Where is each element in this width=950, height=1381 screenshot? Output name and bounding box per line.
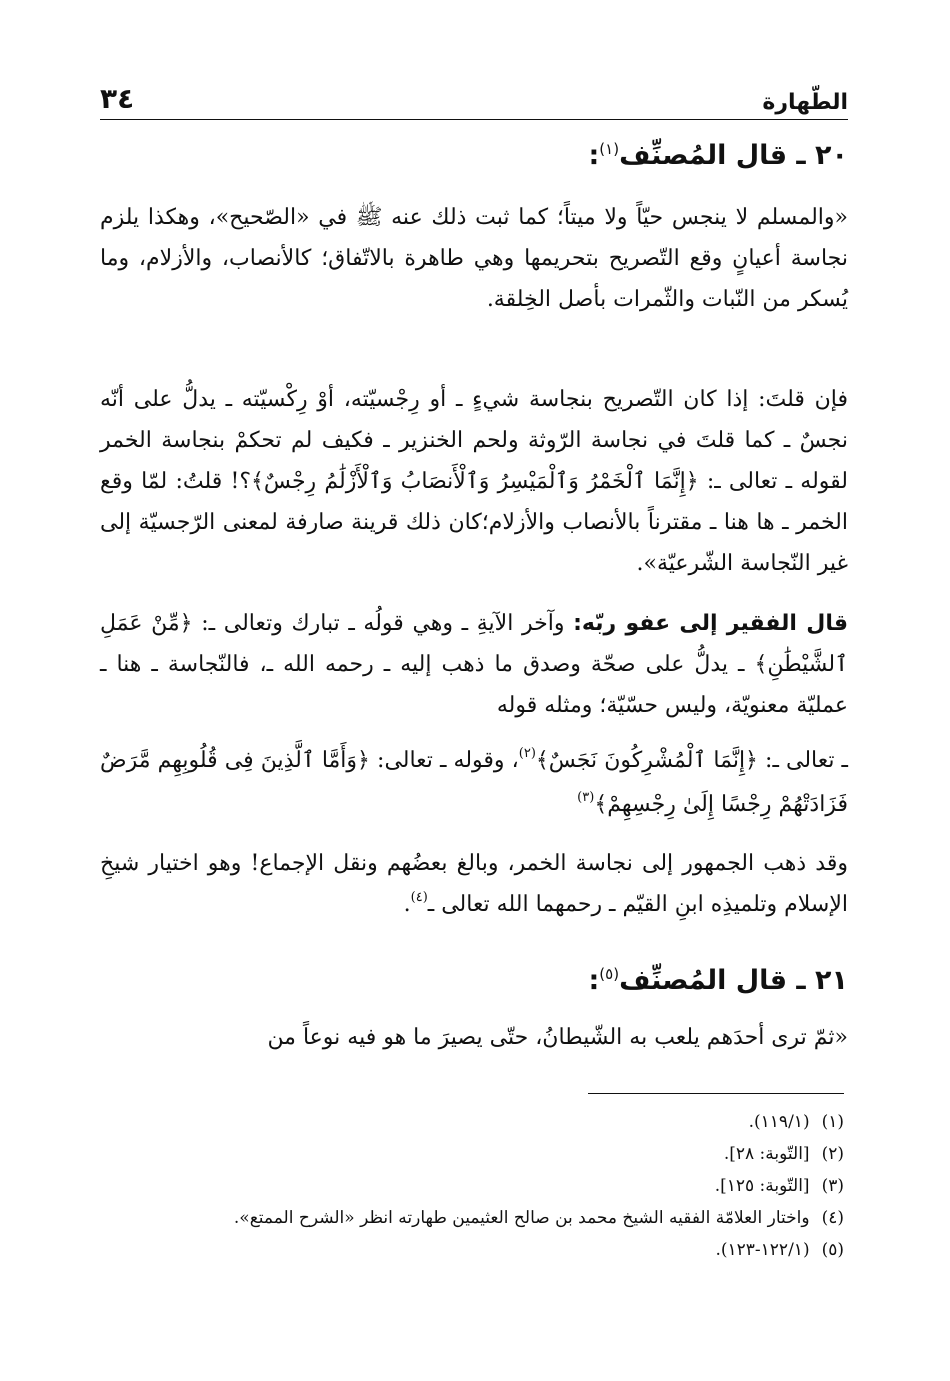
majority-view-text: وقد ذهب الجمهور إلى نجاسة الخمر، وبالغ بعضُهم ونقل الإجماع! وهو اختيار شيخِ الإسلام وتلميذِه ابنِ القيّم ـ رحمهما الله تعالى ـ — [100, 851, 848, 917]
section-20-heading-text: ٢٠ ـ قال المُصنِّف — [619, 140, 848, 171]
quran-verse-mushrikun: ﴿إِنَّمَا ٱلْمُشْرِكُونَ نَجَسٌ﴾ — [535, 748, 758, 773]
footnote-ref-4[interactable]: (٤) — [410, 890, 428, 905]
footnote-item — [102, 1106, 844, 1138]
footnote-number: (٤) — [821, 1208, 844, 1228]
footnote-item — [102, 1234, 844, 1266]
footnote-ref-1[interactable]: (١) — [599, 140, 620, 158]
page-number: ٣٤ — [100, 82, 135, 115]
verses-intro: ـ تعالى ـ: — [757, 748, 849, 773]
footnote-text: (١١٩/١). — [748, 1112, 810, 1132]
footnote-number: (٣) — [821, 1176, 844, 1196]
paragraph-verses — [100, 740, 848, 828]
footnote-item — [102, 1138, 844, 1170]
section-20-quote: «والمسلم لا ينجس حيّاً ولا ميتاً؛ كما ثبت ذلك عنه ﷺ في «الصّحيح»، وهكذا يلزم نجاسة أعيانٍ وقع التّصريح بتحريمها وهي طاهرة بالاتّفاق؛ كالأنصاب، والأزلام، وما يُسكر من النّبات والثّمرات بأصل الخِلقة. — [100, 205, 848, 312]
paragraph-objection — [100, 379, 848, 584]
running-title: الطّهارة — [762, 90, 848, 115]
footnote-ref-5[interactable]: (٥) — [599, 965, 620, 983]
commentator-label: قال الفقير إلى عفو ربّه: — [573, 611, 849, 636]
commentary-continued: ـ يدلُّ على صحّة وصدق ما ذهب إليه ـ رحمه الله ـ، فالنّجاسة ـ هنا ـ عمليّة معنويّة، وليس حسّيّة؛ ومثله قوله — [100, 652, 848, 718]
section-21-heading — [588, 965, 848, 996]
footnotes-list — [102, 1106, 844, 1266]
footnote-text: [التّوبة: ١٢٥]. — [714, 1176, 810, 1196]
paragraph-majority-view — [100, 843, 848, 928]
section-20-colon: : — [588, 140, 600, 171]
footnote-item — [102, 1170, 844, 1202]
verses-connector: ، وقوله ـ تعالى: — [369, 748, 519, 773]
section-21-colon: : — [588, 965, 600, 996]
majority-view-end: . — [403, 892, 411, 917]
objection-answer: ؟! قلتُ: لمّا وقع الخمر ـ ها هنا ـ مقترناً بالأنصاب والأزلام؛كان ذلك قرينة صارفة لمعنى الرّجسيّة إلى غير النّجاسة الشّرعيّة». — [100, 469, 848, 576]
footnote-ref-2[interactable]: (٢) — [518, 746, 536, 761]
section-21-heading-text: ٢١ ـ قال المُصنِّف — [619, 965, 848, 996]
quran-verse-al-maidah: ﴿إِنَّمَا ٱلْخَمْرُ وَٱلْمَيْسِرُ وَٱلْأَنصَابُ وَٱلْأَزْلَٰمُ رِجْسٌ﴾ — [251, 469, 699, 494]
commentary-text: وآخر الآيةِ ـ وهي قولُه ـ تبارك وتعالى ـ: — [201, 611, 574, 636]
footnote-divider — [588, 1093, 844, 1094]
footnote-text: واختار العلامّة الفقيه الشيخ محمد بن صالح العثيمين طهارته انظر «الشرح الممتع». — [233, 1208, 810, 1228]
footnote-text: (١٢٢/١-١٢٣). — [715, 1240, 810, 1260]
footnote-item — [102, 1202, 844, 1234]
paragraph-commentary — [100, 603, 848, 726]
footnote-number: (٥) — [821, 1240, 844, 1260]
objection-text: فإن قلتَ: إذا كان التّصريح بنجاسة شيءٍ ـ أو رِجْسيّته، أوْ رِكْسيّته ـ يدلُّ على أنّه نجسٌ ـ كما قلتَ في نجاسة الرّوثة ولحم الخنزير ـ فكيف لم تحكمْ بنجاسة الخمر لقوله ـ تعالى ـ: — [100, 387, 848, 494]
section-21-quote: «ثمّ ترى أحدَهم يلعب به الشّيطانُ، حتّى يصيرَ ما هو فيه نوعاً من — [267, 1025, 848, 1050]
page-header — [100, 78, 848, 120]
footnote-number: (١) — [821, 1112, 844, 1132]
footnote-ref-3[interactable]: (٣) — [577, 790, 595, 805]
footnote-text: [التّوبة: ٢٨]. — [723, 1144, 810, 1164]
footnote-number: (٢) — [821, 1144, 844, 1164]
quran-verse-shaytan: ﴿مِّنْ عَمَلِ ٱلشَّيْطَٰنِ﴾ — [100, 611, 848, 677]
section-20-heading — [588, 140, 848, 171]
quran-verse-rijs: ﴿وَأَمَّا ٱلَّذِينَ فِى قُلُوبِهِم مَّرَضٌ فَزَادَتْهُمْ رِجْسًا إِلَىٰ رِجْسِهِمْ﴾ — [100, 748, 848, 817]
